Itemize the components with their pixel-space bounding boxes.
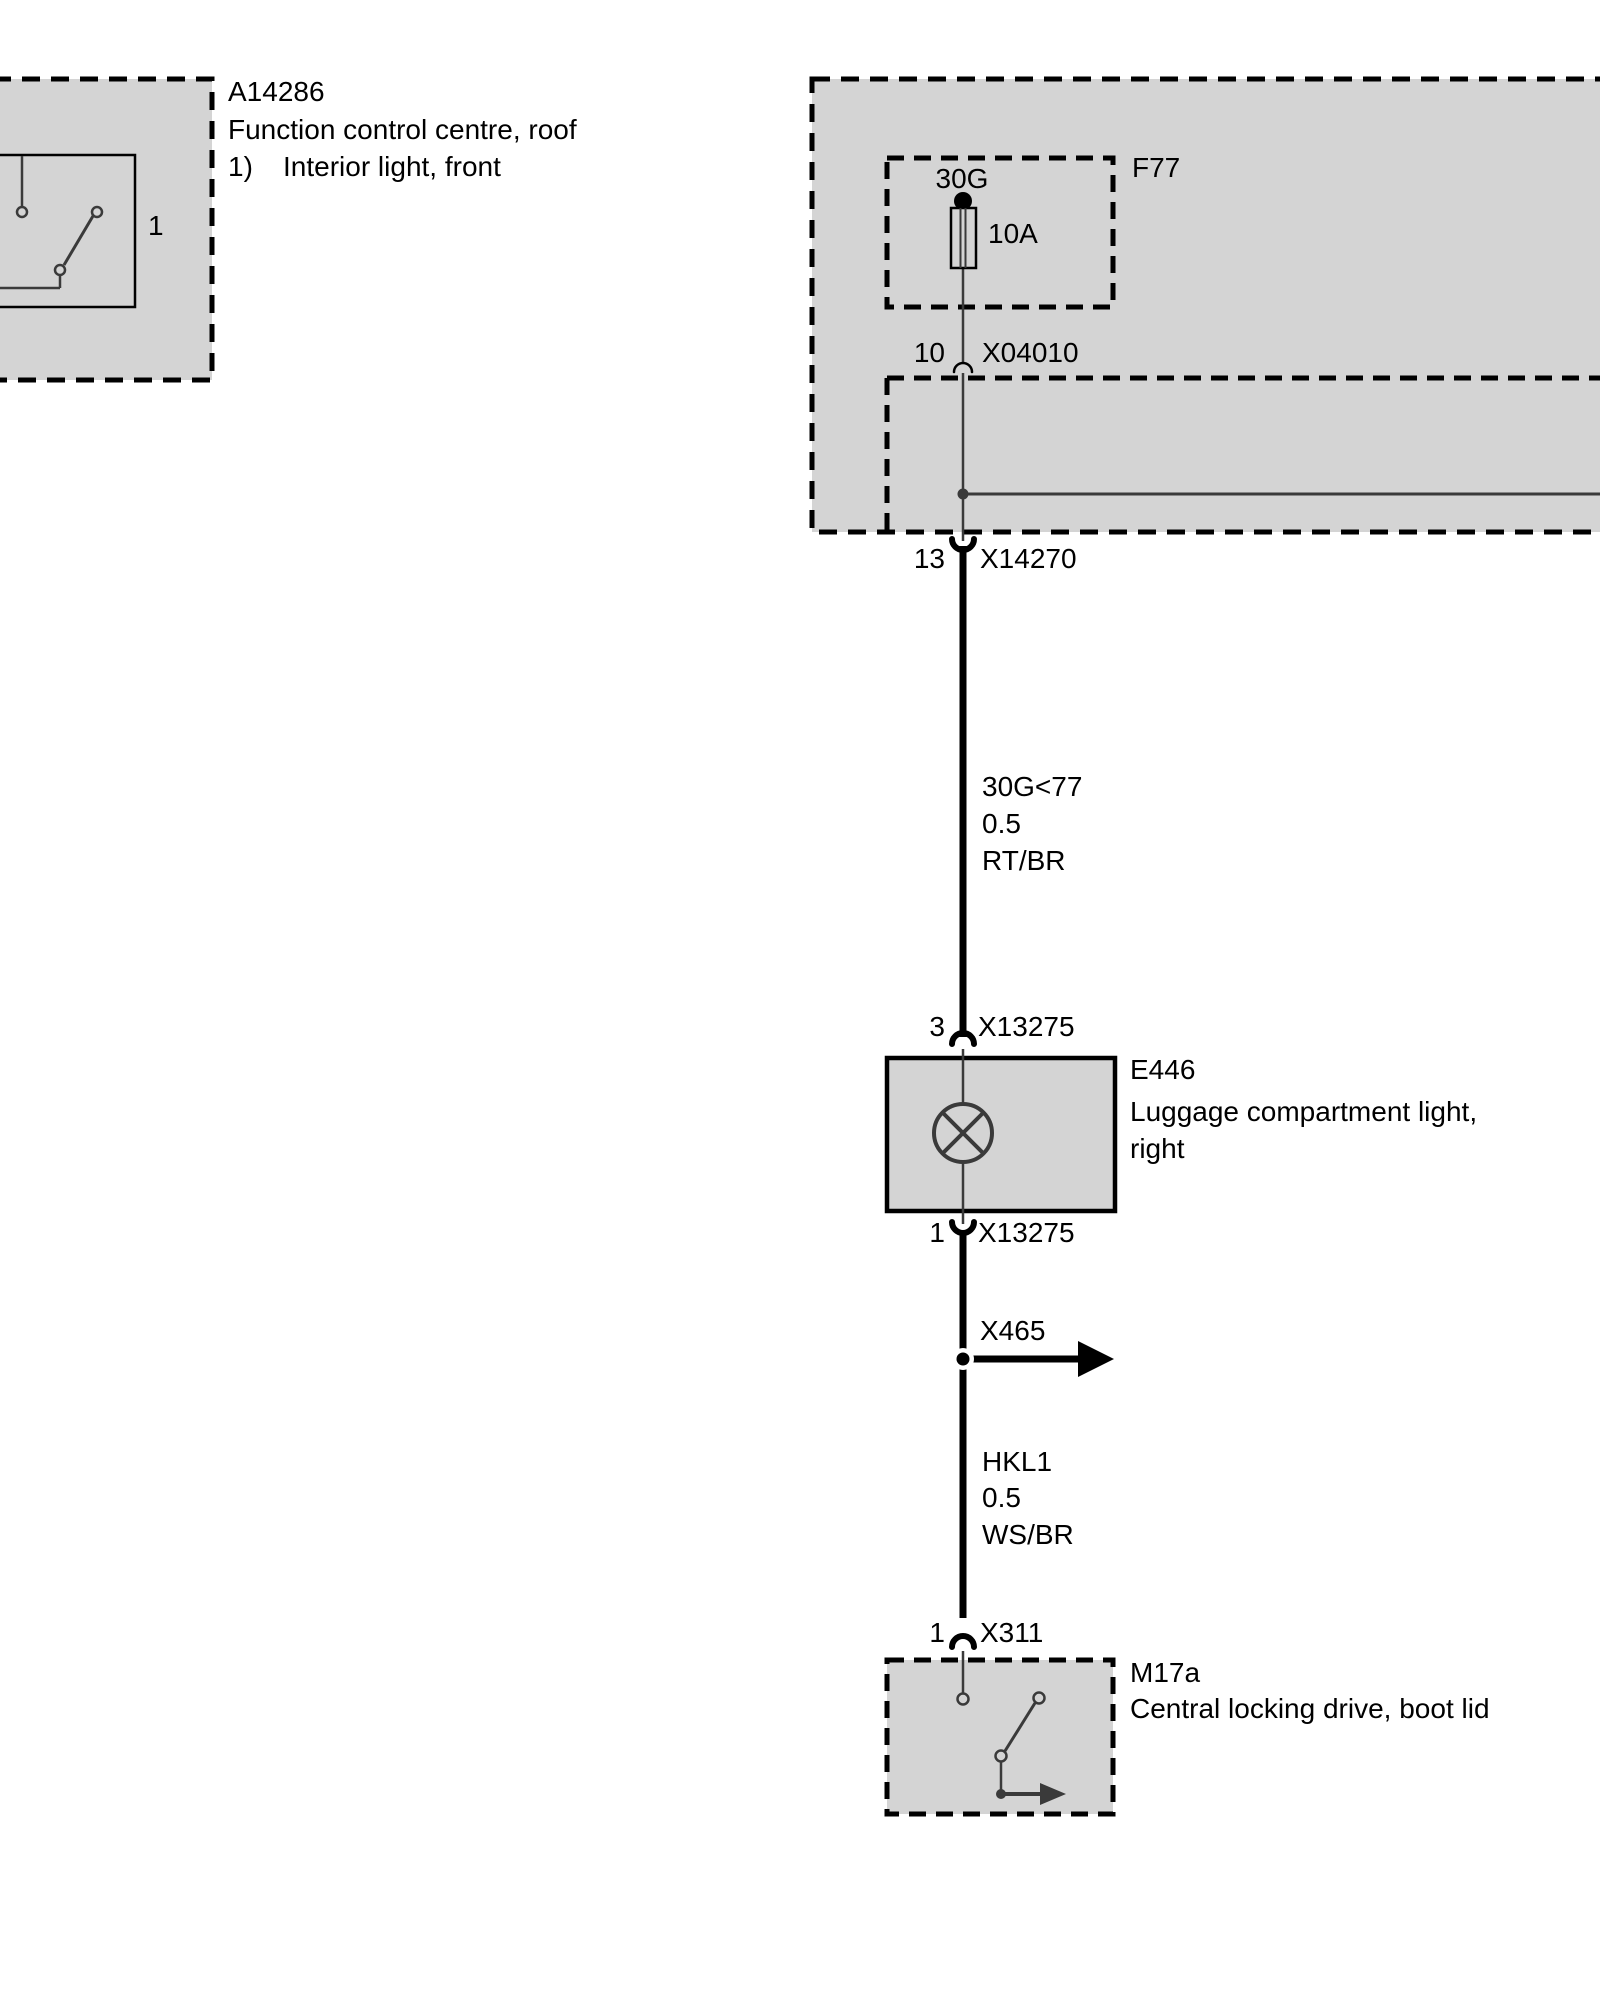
x13275-out-id-label: X13275 <box>978 1217 1075 1248</box>
m17a-name-label: Central locking drive, boot lid <box>1130 1693 1490 1724</box>
connector-arc-x311 <box>952 1636 974 1647</box>
x465-branch-arrow-icon <box>952 1341 1114 1377</box>
x14270-pin-label: 13 <box>913 543 945 574</box>
e446-name-line2: right <box>1130 1133 1185 1164</box>
e446-name-line1: Luggage compartment light, <box>1130 1096 1478 1127</box>
wire-ws-br-color-label: WS/BR <box>982 1519 1074 1550</box>
a14286-note-text: Interior light, front <box>283 151 501 182</box>
component-box-e446 <box>887 1058 1115 1211</box>
wire-ws-br-circuit-label: HKL1 <box>982 1446 1053 1477</box>
wire-rt-br-color-label: RT/BR <box>982 845 1066 876</box>
x14270-id-label: X14270 <box>980 543 1077 574</box>
f77-rating-label: 10A <box>988 218 1038 249</box>
wire-rt-br-gauge-label: 0.5 <box>982 808 1021 839</box>
wire-rt-br-circuit-label: 30G<77 <box>982 771 1083 802</box>
x04010-pin-label: 10 <box>913 337 945 368</box>
a14286-note-ref: 1) <box>228 151 253 182</box>
a14286-id-label: A14286 <box>228 76 325 107</box>
m17a-id-label: M17a <box>1130 1657 1201 1688</box>
a14286-pin-label: 1 <box>148 210 164 241</box>
x04010-id-label: X04010 <box>982 337 1079 368</box>
x13275-in-id-label: X13275 <box>978 1011 1075 1042</box>
f77-terminal-label: 30G <box>935 163 989 194</box>
a14286-name-label: Function control centre, roof <box>228 114 577 145</box>
e446-id-label: E446 <box>1130 1054 1196 1085</box>
component-box-a14286 <box>0 79 212 380</box>
x13275-in-pin-label: 3 <box>929 1011 945 1042</box>
component-box-power-distribution <box>812 79 1600 532</box>
x465-id-label: X465 <box>980 1315 1046 1346</box>
x311-id-label: X311 <box>980 1617 1044 1648</box>
x13275-out-pin-label: 1 <box>929 1217 945 1248</box>
f77-id-label: F77 <box>1132 152 1181 183</box>
junction-dot <box>958 489 969 500</box>
wire-ws-br-gauge-label: 0.5 <box>982 1482 1021 1513</box>
x311-pin-label: 1 <box>929 1617 945 1648</box>
